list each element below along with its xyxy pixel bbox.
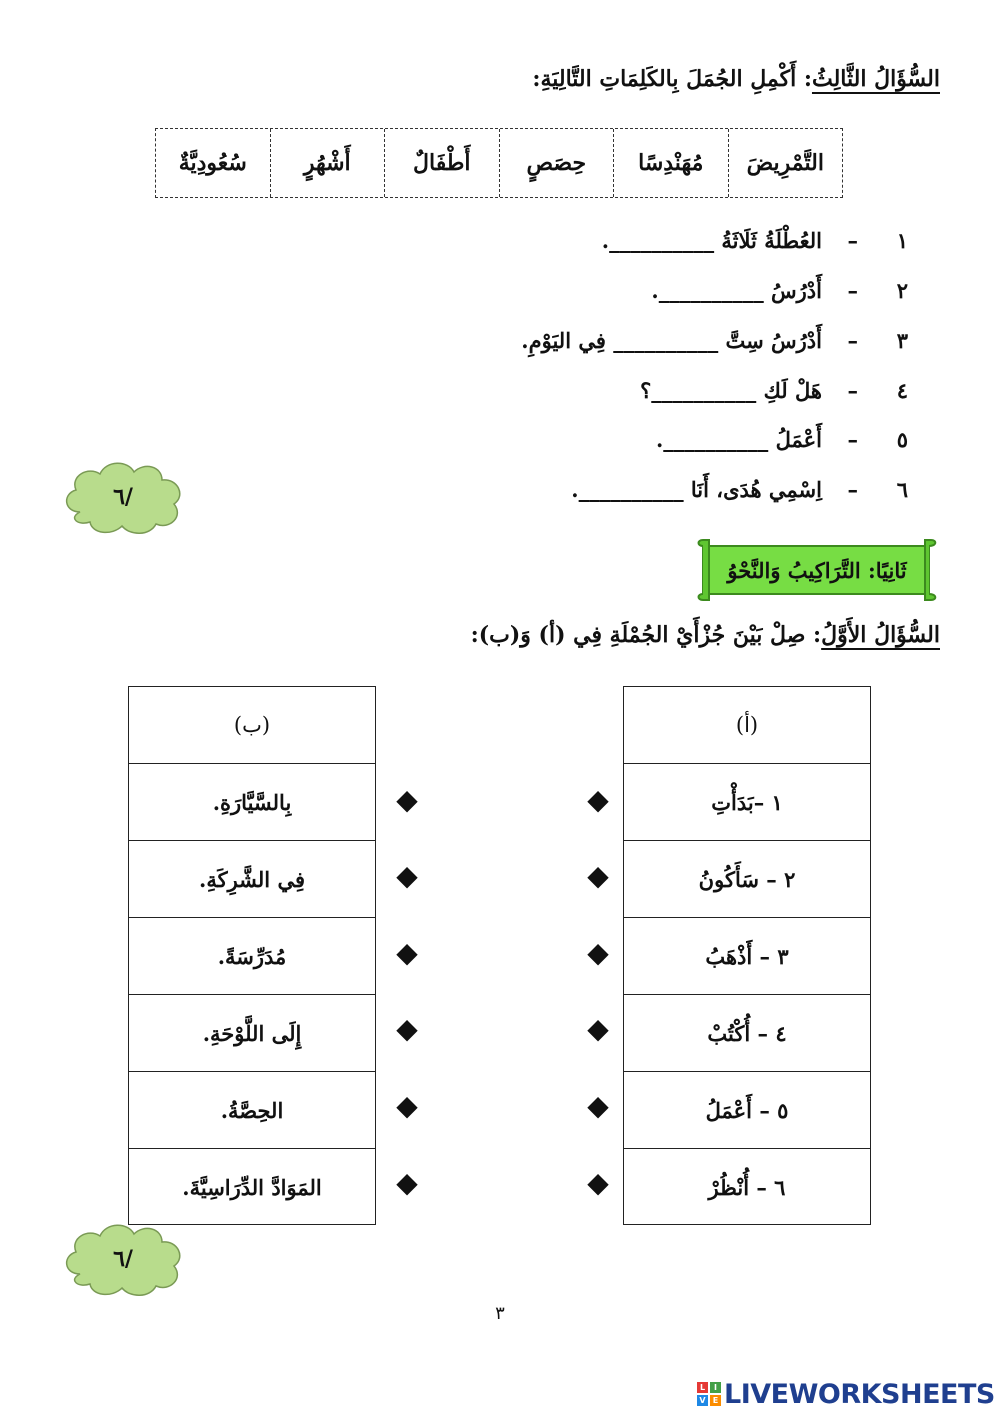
section1-title	[532, 66, 940, 92]
score-cloud	[58, 1218, 188, 1300]
match-item-b[interactable]: فِي الشَّرِكَةِ.	[129, 841, 375, 918]
logo-letter: V	[697, 1395, 708, 1406]
section-banner	[697, 536, 939, 606]
section1-title-instruction: : أَكْمِلِ الجُمَلَ بِالكَلِمَاتِ التَّالِيَةِ:	[532, 66, 812, 92]
sentence-text[interactable]: أَدْرُسُ __________.	[651, 277, 822, 303]
word-bank-item: مُهَنْدِسًا	[613, 129, 728, 197]
sentence-text[interactable]: أَدْرُسُ سِتَّ __________ فِي اليَوْمِ.	[521, 327, 822, 353]
sentence-text[interactable]: هَلْ لَكِ __________؟	[640, 377, 822, 403]
match-item-a[interactable]: ٣ – أَذْهَبُ	[624, 918, 870, 995]
connector-diamond-b-3[interactable]: ◆	[396, 936, 418, 969]
sentence-number: ٣	[896, 327, 908, 353]
sentence-number: ٦	[896, 476, 908, 502]
match-item-b[interactable]: الحِصَّةُ.	[129, 1072, 375, 1149]
connector-diamond-b-6[interactable]: ◆	[396, 1166, 418, 1199]
connector-diamond-a-1[interactable]: ◆	[587, 783, 609, 816]
section2-title-label: السُّؤَالُ الأَوَّلُ	[821, 622, 940, 648]
match-item-a[interactable]: ٥ – أَعْمَلُ	[624, 1072, 870, 1149]
section2-title-instruction: : صِلْ بَيْنَ جُزْأَيْ الجُمْلَةِ فِي (أ) وَ(ب):	[470, 622, 822, 648]
column-header-a: (أ)	[624, 687, 870, 764]
match-item-a[interactable]: ٤ – أُكْتُبْ	[624, 995, 870, 1072]
match-item-b[interactable]: المَوَادَّ الدِّرَاسِيَّةَ.	[182, 1175, 322, 1200]
word-bank-item: أَطْفَالٌ	[384, 129, 499, 197]
match-item-a[interactable]: ١ –بَدَأْتِ	[624, 764, 870, 841]
page-number: ٣	[495, 1303, 505, 1324]
word-bank-item: حِصَصٍ	[499, 129, 614, 197]
sentence-number: ٢	[896, 277, 908, 303]
sentence-dash: –	[847, 476, 858, 502]
score-label: ٦/	[113, 484, 133, 510]
fill-sentence-1	[602, 222, 908, 258]
sentence-number: ٤	[896, 377, 908, 403]
match-table-b	[128, 686, 376, 1225]
sentence-dash: –	[847, 227, 858, 253]
match-item-b[interactable]: مُدَرِّسَةً.	[129, 918, 375, 995]
fill-sentence-5	[656, 421, 908, 457]
match-item-b[interactable]: إِلَى اللَّوْحَةِ.	[129, 995, 375, 1072]
logo-text: LIVEWORKSHEETS	[724, 1378, 995, 1410]
fill-sentence-2	[651, 272, 908, 308]
sentence-text[interactable]: اِسْمِي هُدَى، أَنَا __________.	[571, 476, 822, 502]
match-item-a[interactable]: ٢ – سَأَكُونُ	[624, 841, 870, 918]
connector-diamond-a-5[interactable]: ◆	[587, 1089, 609, 1122]
sentence-dash: –	[847, 426, 858, 452]
fill-sentence-3	[521, 322, 908, 358]
logo-letter: E	[710, 1395, 721, 1406]
match-item-a[interactable]: ٦ – أُنْظُرْ	[708, 1175, 786, 1200]
sentence-number: ١	[896, 227, 908, 253]
connector-diamond-a-6[interactable]: ◆	[587, 1166, 609, 1199]
logo-letter: I	[710, 1382, 721, 1393]
sentence-text[interactable]: أَعْمَلُ __________.	[655, 426, 822, 452]
sentence-text[interactable]: العُطْلَةُ ثَلَاثَةُ __________.	[601, 227, 822, 253]
fill-sentence-6	[571, 471, 908, 507]
word-bank	[155, 128, 843, 198]
word-bank-item: التَّمْرِيضَ	[728, 129, 843, 197]
sentence-dash: –	[847, 377, 858, 403]
connector-diamond-a-4[interactable]: ◆	[587, 1012, 609, 1045]
word-bank-item: أَشْهُرٍ	[270, 129, 385, 197]
section2-title	[471, 622, 940, 648]
score-label: ٦/	[113, 1246, 133, 1272]
logo-icon	[697, 1382, 721, 1406]
logo-letter: L	[697, 1382, 708, 1393]
word-bank-item: سُعُودِيَّةٌ	[178, 150, 247, 176]
fill-sentence-4	[640, 372, 908, 408]
connector-diamond-b-4[interactable]: ◆	[396, 1012, 418, 1045]
sentence-number: ٥	[896, 426, 908, 452]
connector-diamond-a-3[interactable]: ◆	[587, 936, 609, 969]
liveworksheets-logo	[697, 1377, 995, 1411]
connector-diamond-b-5[interactable]: ◆	[396, 1089, 418, 1122]
section1-title-label: السُّؤَالُ الثَّالِثُ	[811, 66, 940, 92]
column-header-b: (ب)	[129, 687, 375, 764]
banner-label: ثَانِيًا: التَّرَاكِيبُ وَالنَّحْوُ	[727, 557, 907, 583]
sentence-dash: –	[847, 277, 858, 303]
connector-diamond-b-2[interactable]: ◆	[396, 859, 418, 892]
connector-diamond-a-2[interactable]: ◆	[587, 859, 609, 892]
sentence-dash: –	[847, 327, 858, 353]
match-item-b[interactable]: بِالسَّيَّارَةِ.	[129, 764, 375, 841]
match-table-a	[623, 686, 871, 1225]
score-cloud	[58, 456, 188, 538]
connector-diamond-b-1[interactable]: ◆	[396, 783, 418, 816]
